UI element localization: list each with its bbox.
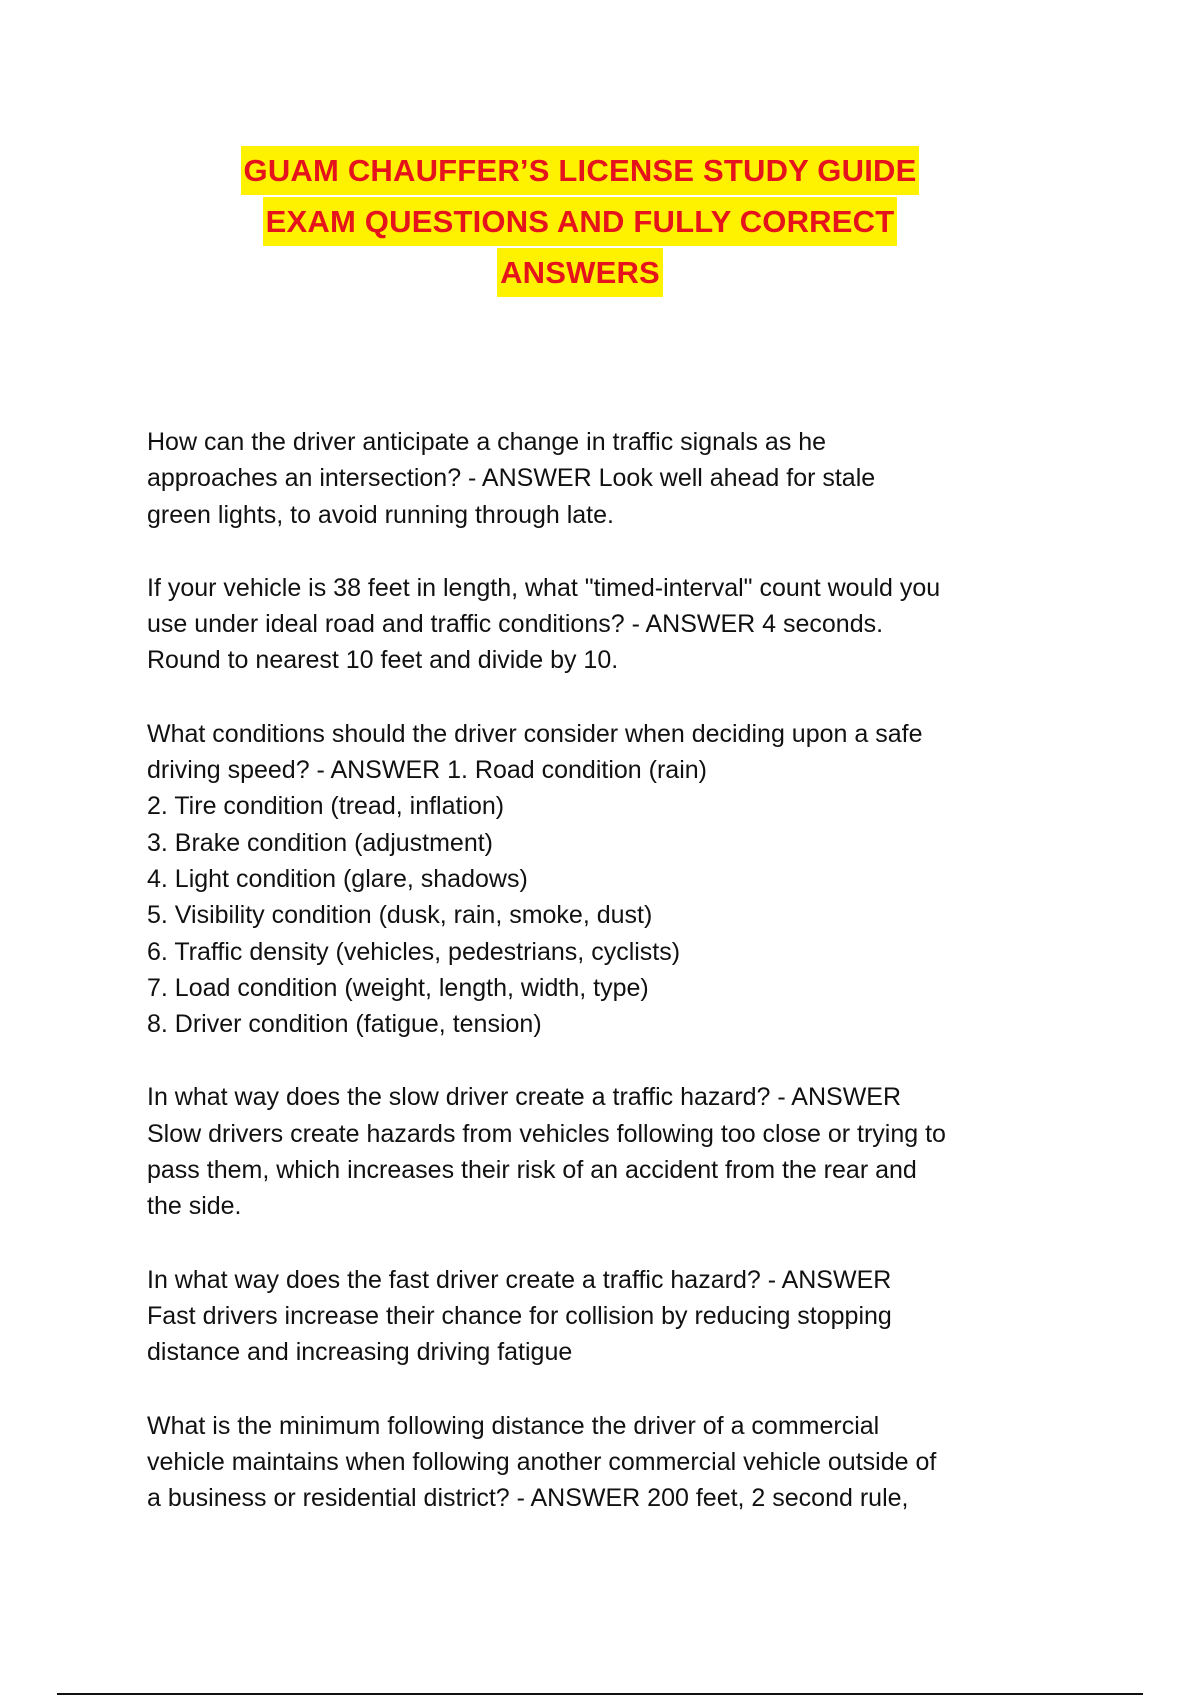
text-line: Fast drivers increase their chance for collision by reducing stopping bbox=[147, 1301, 892, 1330]
document-title bbox=[0, 146, 1160, 299]
text-line: 4. Light condition (glare, shadows) bbox=[147, 864, 528, 893]
text-line: the side. bbox=[147, 1192, 242, 1221]
bottom-divider bbox=[57, 1693, 1143, 1695]
text-line: 2. Tire condition (tread, inflation) bbox=[147, 792, 505, 821]
text-line: pass them, which increases their risk of an accident from the rear and bbox=[147, 1156, 917, 1185]
text-line: Slow drivers create hazards from vehicles following too close or trying to bbox=[147, 1119, 946, 1148]
text-line: In what way does the fast driver create a traffic hazard? - ANSWER bbox=[147, 1265, 892, 1294]
text-line: What conditions should the driver consider when deciding upon a safe bbox=[147, 719, 923, 748]
text-line: 8. Driver condition (fatigue, tension) bbox=[147, 1010, 542, 1039]
text-line: a business or residential district? - ANSWER 200 feet, 2 second rule, bbox=[147, 1484, 909, 1513]
qa-item bbox=[147, 716, 1077, 1043]
text-line: driving speed? - ANSWER 1. Road condition (rain) bbox=[147, 756, 707, 785]
text-line: What is the minimum following distance the driver of a commercial bbox=[147, 1411, 880, 1440]
text-line: approaches an intersection? - ANSWER Look well ahead for stale bbox=[147, 464, 876, 493]
text-line: 5. Visibility condition (dusk, rain, smoke, dust) bbox=[147, 901, 653, 930]
title-line-text: ANSWERS bbox=[497, 248, 663, 297]
text-line: 7. Load condition (weight, length, width, type) bbox=[147, 973, 649, 1002]
qa-item bbox=[147, 1079, 1077, 1224]
qa-list bbox=[147, 424, 1077, 1553]
text-line: In what way does the slow driver create a traffic hazard? - ANSWER bbox=[147, 1083, 902, 1112]
text-line: Round to nearest 10 feet and divide by 10. bbox=[147, 646, 619, 675]
title-line bbox=[0, 197, 1160, 248]
text-line: If your vehicle is 38 feet in length, what "timed-interval" count would you bbox=[147, 573, 941, 602]
text-line: distance and increasing driving fatigue bbox=[147, 1338, 573, 1367]
text-line: vehicle maintains when following another commercial vehicle outside of bbox=[147, 1447, 937, 1476]
text-line: use under ideal road and traffic conditions? - ANSWER 4 seconds. bbox=[147, 610, 884, 639]
text-line: 3. Brake condition (adjustment) bbox=[147, 828, 494, 857]
text-line: 6. Traffic density (vehicles, pedestrians, cyclists) bbox=[147, 937, 681, 966]
title-line bbox=[0, 146, 1160, 197]
text-line: How can the driver anticipate a change in traffic signals as he bbox=[147, 428, 827, 456]
title-line bbox=[0, 248, 1160, 299]
qa-item bbox=[147, 1408, 1077, 1517]
qa-item bbox=[147, 570, 1077, 679]
qa-item bbox=[147, 424, 1077, 533]
title-line-text: GUAM CHAUFFER’S LICENSE STUDY GUIDE bbox=[241, 146, 920, 195]
title-line-text: EXAM QUESTIONS AND FULLY CORRECT bbox=[263, 197, 898, 246]
qa-item bbox=[147, 1262, 1077, 1371]
text-line: green lights, to avoid running through late. bbox=[147, 500, 614, 529]
